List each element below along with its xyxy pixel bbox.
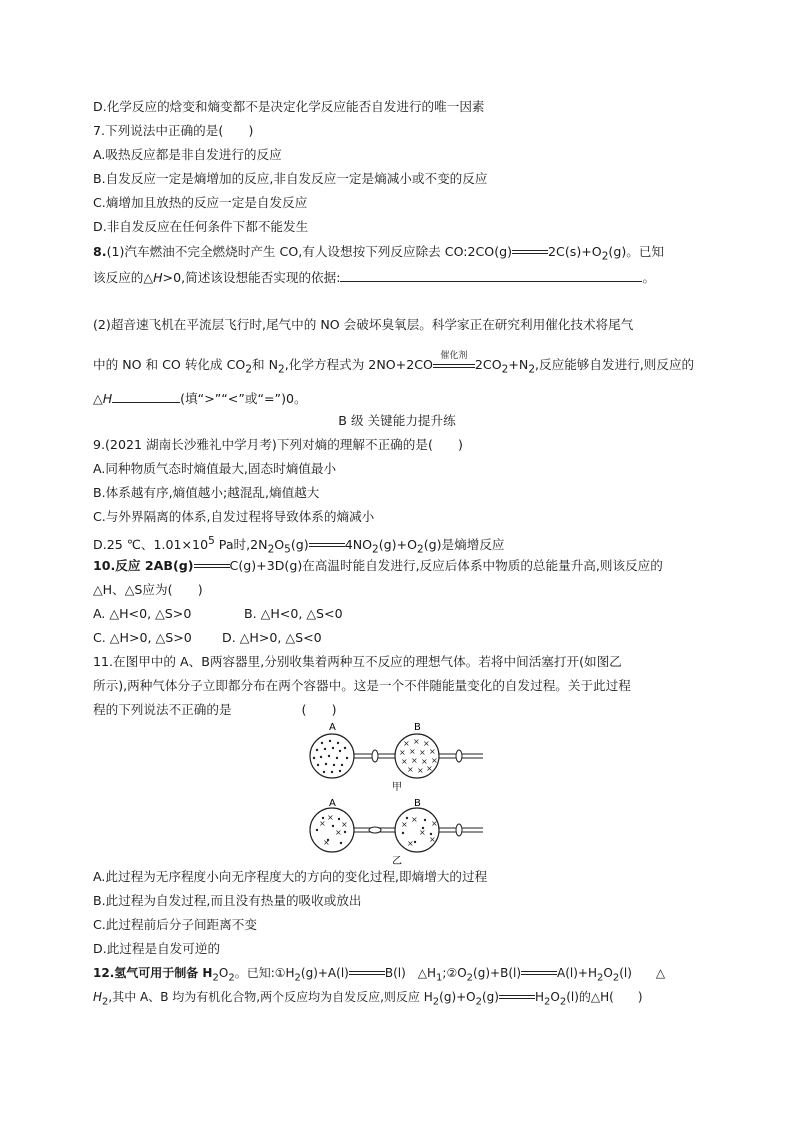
- equals-sign: [499, 993, 535, 1003]
- svg-text:×: ×: [419, 748, 426, 757]
- svg-text:×: ×: [411, 815, 418, 824]
- q7-option-b: B.自发反应一定是熵增加的反应,非自发反应一定是熵减小或不变的反应: [93, 171, 488, 186]
- fig-label-b-top: B: [414, 722, 421, 733]
- svg-text:×: ×: [403, 739, 410, 748]
- q11-option-d: D.此过程是自发可逆的: [93, 941, 221, 956]
- q10-option-d: D. △H>0, △S<0: [222, 630, 322, 645]
- q7-option-a: A.吸热反应都是非自发进行的反应: [93, 147, 282, 162]
- svg-text:×: ×: [411, 756, 418, 765]
- q7-option-d: D.非自发反应在任何条件下都不能发生: [93, 219, 309, 234]
- svg-text:×: ×: [327, 813, 334, 822]
- equals-sign: [521, 969, 557, 979]
- svg-text:×: ×: [319, 819, 326, 828]
- q10-option-c: C. △H>0, △S>0: [93, 630, 192, 645]
- answer-blank-2[interactable]: [112, 388, 180, 403]
- q11-option-c: C.此过程前后分子间距离不变: [93, 917, 257, 932]
- svg-text:×: ×: [413, 737, 420, 746]
- fig-label-a-top: A: [329, 722, 336, 733]
- q9-option-a: A.同种物质气态时熵值最大,固态时熵值最小: [93, 461, 337, 476]
- q8-line-4: 中的 NO 和 CO 转化成 $CO_2$和 $N_2$,化学方程式为 2NO+2CO 催化剂 $2CO_2+N_2$,反应能够自发进行,则反应的: [93, 356, 694, 379]
- level-b-heading: B 级 关键能力提升练: [338, 413, 456, 428]
- q8-line-1: 8.(1)汽车燃油不完全燃烧时产生 CO,有人设想按下列反应除去 CO:2CO(g) $2C(s)+O_2(g)$。已知: [93, 244, 665, 263]
- q6-option-d: D.化学反应的焓变和熵变都不是决定化学反应能否自发进行的唯一因素: [93, 99, 485, 114]
- q8-line-2: 该反应的△H>0,简述该设想能否实现的依据: 。: [93, 267, 655, 287]
- svg-text:×: ×: [421, 757, 428, 766]
- svg-text:×: ×: [409, 747, 416, 756]
- svg-text:×: ×: [429, 835, 436, 844]
- q11-option-b: B.此过程为自发过程,而且没有热量的吸收或放出: [93, 893, 362, 908]
- q9-option-d: D.25 ℃、$1.01\times 10^5$ Pa时$,2N_2O_5(g)$ $4NO_2(g)+O_2(g)$是熵增反应: [93, 535, 505, 556]
- q8-line-3: (2)超音速飞机在平流层飞行时,尾气中的 NO 会破坏臭氧层。科学家正在研究利用催化技术将尾气: [93, 317, 634, 332]
- svg-text:×: ×: [431, 819, 438, 828]
- svg-text:×: ×: [426, 764, 433, 773]
- fig-label-a-bottom: A: [329, 798, 336, 809]
- q11-stem-2: 所示),两种气体分子立即都分布在两个容器中。这是一个不伴随能量变化的自发过程。关于此过程: [93, 678, 631, 693]
- svg-text:×: ×: [341, 820, 348, 829]
- svg-text:×: ×: [335, 828, 342, 837]
- valve-open: [369, 827, 381, 833]
- svg-text:×: ×: [431, 756, 438, 765]
- q10-stem-2: △H、△S应为( ): [93, 582, 203, 597]
- catalyst-arrow: [433, 350, 475, 371]
- svg-text:×: ×: [401, 757, 408, 766]
- svg-text:×: ×: [399, 748, 406, 757]
- svg-text:×: ×: [407, 765, 414, 774]
- fig-label-yi: 乙: [392, 856, 402, 866]
- equals-sign: [194, 562, 230, 572]
- q10-option-b: B. △H<0, △S<0: [244, 606, 343, 621]
- equals-sign: [512, 248, 548, 258]
- svg-text:×: ×: [419, 828, 426, 837]
- gas-b-molecules: [399, 737, 438, 775]
- q12-stem-2: $H_2$,其中 A、B 均为有机化合物,两个反应均为自发反应,则反应 $H_2(g)+O_2(g)$ $H_2O_2(l)$的△H( ): [93, 990, 643, 1008]
- q7-stem: 7.下列说法中正确的是( ): [93, 123, 254, 138]
- svg-text:×: ×: [401, 820, 408, 829]
- q11-option-a: A.此过程为无序程度小向无序程度大的方向的变化过程,即熵增大的过程: [93, 869, 488, 884]
- q12-stem-1: 12.氢气可用于制备 $H_2O_2$。已知$:①H_2(g)+A(l)$ B(l) $\triangle H_1;②O_2(g)+B(l)$ $A(l)+H_2O_2(l)$ △: [93, 966, 666, 984]
- gas-diffusion-figure: [295, 718, 495, 866]
- q9-option-c: C.与外界隔离的体系,自发过程将导致体系的熵减小: [93, 509, 375, 524]
- equals-sign: [349, 969, 385, 979]
- catalyst-label: 催化剂: [440, 350, 468, 361]
- fig-label-jia: 甲: [392, 782, 402, 793]
- valve-closed: [372, 750, 378, 762]
- q10-stem: 10.反应 2AB(g) C(g)+3D(g)在高温时能自发进行,反应后体系中物质的总能量升高,则该反应的: [93, 558, 663, 573]
- q10-option-a: A. △H<0, △S>0: [93, 606, 192, 621]
- answer-blank[interactable]: [340, 267, 642, 282]
- fig-label-b-bottom: B: [414, 798, 421, 809]
- svg-text:×: ×: [423, 739, 430, 748]
- svg-text:×: ×: [417, 766, 424, 775]
- q11-stem-3: 程的下列说法不正确的是 ( ): [93, 702, 337, 717]
- gas-a-molecules: [313, 740, 348, 773]
- q8-line-5: △H (填“>”“<”或“=”)0。: [93, 388, 307, 408]
- svg-text:×: ×: [429, 747, 436, 756]
- svg-text:×: ×: [407, 839, 414, 848]
- svg-text:×: ×: [323, 838, 330, 847]
- q9-option-b: B.体系越有序,熵值越小;越混乱,熵值越大: [93, 485, 320, 500]
- equals-sign: [309, 541, 345, 551]
- q7-option-c: C.熵增加且放热的反应一定是自发反应: [93, 195, 308, 210]
- q9-stem: 9.(2021 湖南长沙雅礼中学月考)下列对熵的理解不正确的是( ): [93, 437, 463, 452]
- q11-stem-1: 11.在图甲中的 A、B两容器里,分别收集着两种互不反应的理想气体。若将中间活塞打开(如图乙: [93, 654, 622, 669]
